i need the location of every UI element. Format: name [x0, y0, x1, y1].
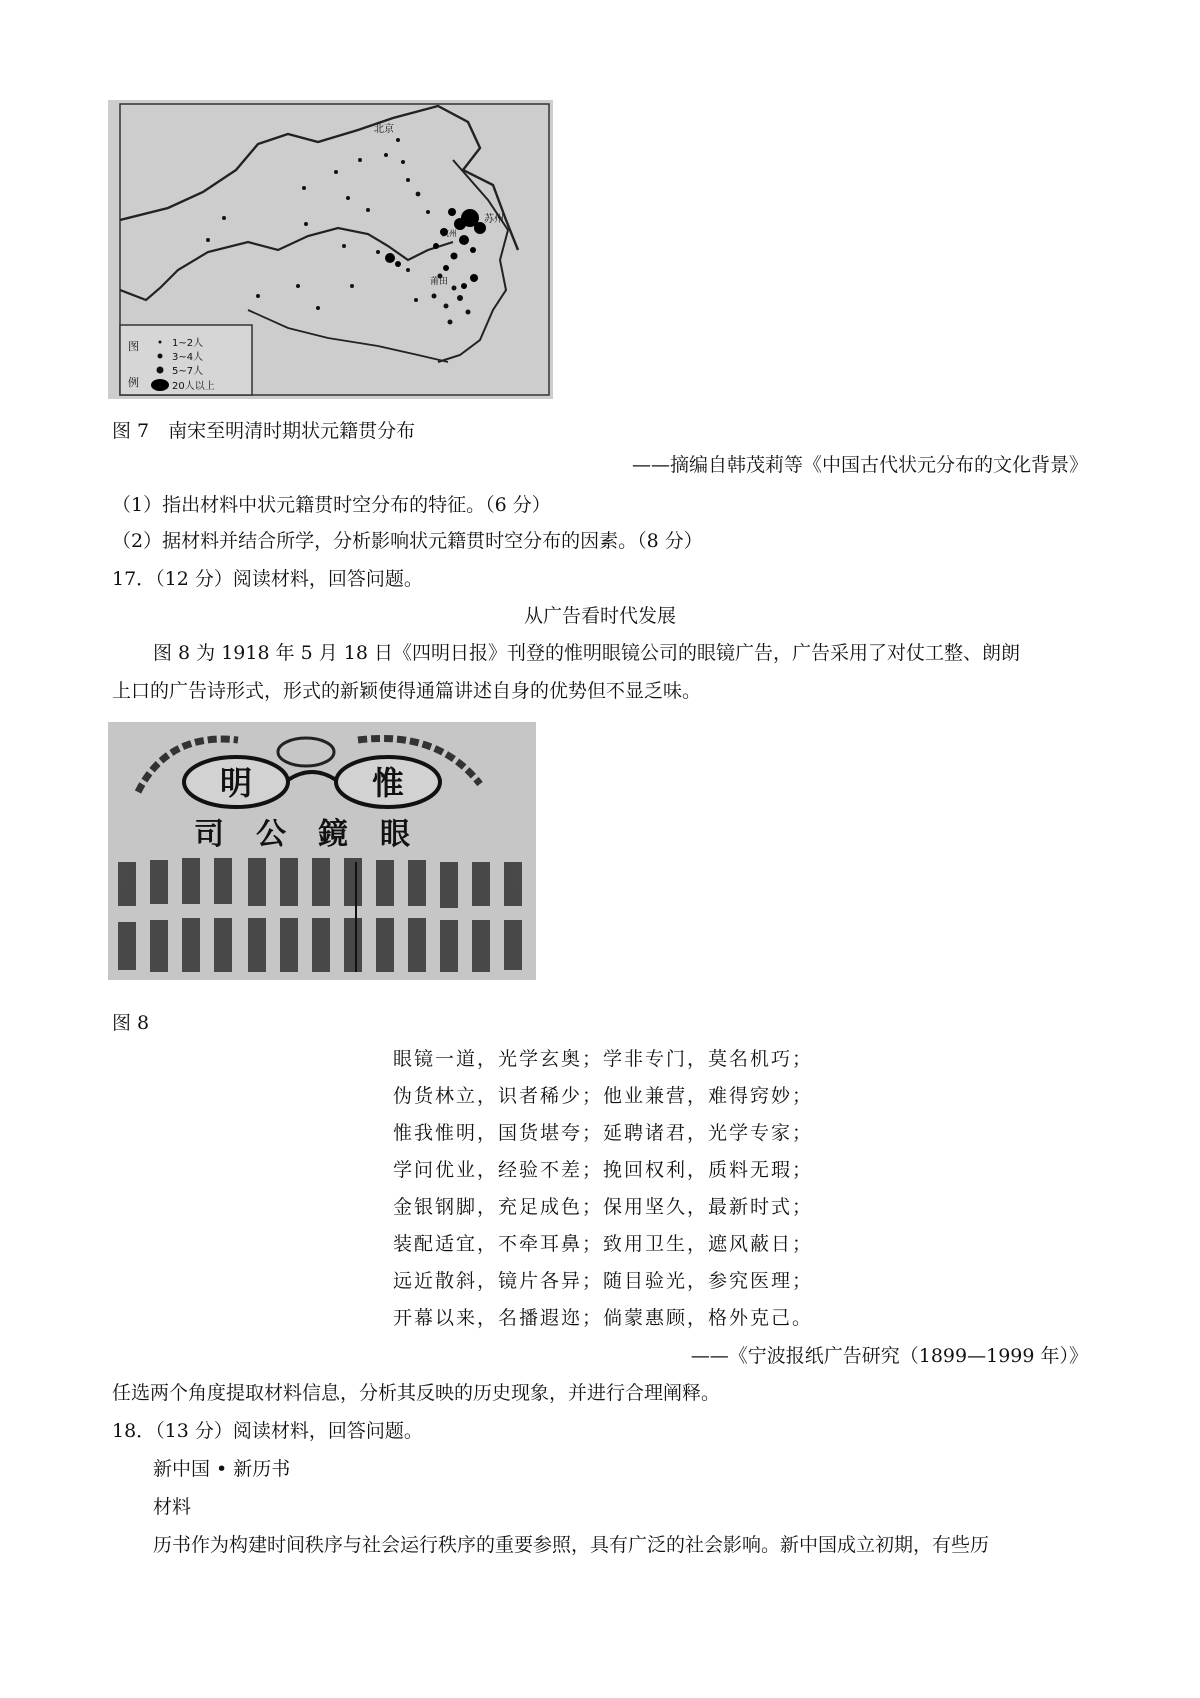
legend-title-bottom: 例 — [128, 376, 139, 389]
q16-sub1: （1）指出材料中状元籍贯时空分布的特征。（6 分） — [112, 494, 551, 516]
glasses-advertisement — [108, 722, 536, 980]
q16-sub2: （2）据材料并结合所学，分析影响状元籍贯时空分布的因素。（8 分） — [112, 530, 703, 552]
q18-material-label: 材料 — [153, 1496, 192, 1518]
q18-header: 18．（13 分）阅读材料，回答问题。 — [112, 1420, 423, 1442]
poem-line-7: 远近散斜，镜片各异；随目验光，参究医理； — [393, 1270, 814, 1292]
figure-7-source: ——摘编自韩茂莉等《中国古代状元分布的文化背景》 — [631, 454, 1088, 476]
q17-paragraph-line1: 图 8 为 1918 年 5 月 18 日《四明日报》刊登的惟明眼镜公司的眼镜广告，广告采用了对仗工整、朗朗 — [153, 642, 1021, 664]
q18-paragraph-line1: 历书作为构建时间秩序与社会运行秩序的重要参照，具有广泛的社会影响。新中国成立初期，有些历 — [153, 1534, 990, 1556]
legend-title-top: 图 — [128, 340, 139, 353]
ad-bottom-title: 司公鏡眼 — [194, 817, 442, 852]
figure-7-map — [108, 100, 553, 399]
zhuangyuan-distribution-map — [108, 100, 553, 399]
q17-question: 任选两个角度提取材料信息，分析其反映的历史现象，并进行合理阐释。 — [112, 1382, 721, 1404]
poem-line-3: 惟我惟明，国货堪夸；延聘诸君，光学专家； — [393, 1122, 814, 1144]
figure-7-caption: 图 7 南宋至明清时期状元籍贯分布 — [112, 420, 416, 442]
q17-title: 从广告看时代发展 — [523, 605, 676, 627]
ad-char-ming: 明 — [219, 764, 253, 802]
poem-line-6: 装配适宜，不牵耳鼻；致用卫生，遮风蔽日； — [393, 1233, 814, 1255]
q17-header: 17．（12 分）阅读材料，回答问题。 — [112, 568, 423, 590]
poem-line-5: 金银钢脚，充足成色；保用坚久，最新时式； — [393, 1196, 814, 1218]
ad-char-wei: 惟 — [371, 764, 405, 802]
q18-subtitle: 新中国 • 新历书 — [153, 1458, 291, 1480]
poem-line-8: 开幕以来，名播遐迩；倘蒙惠顾，格外克己。 — [393, 1307, 814, 1329]
label-putian: 莆田 — [430, 277, 449, 287]
legend-item-1: 1~2人 — [172, 338, 204, 349]
poem-line-1: 眼镜一道，光学玄奥；学非专门，莫名机巧； — [393, 1048, 814, 1070]
poem-line-4: 学问优业，经验不差；挽回权利，质料无瑕； — [393, 1159, 814, 1181]
label-beijing: 北京 — [374, 124, 394, 135]
legend-item-3: 5~7人 — [172, 366, 204, 377]
q17-source: ——《宁波报纸广告研究（1899—1999 年）》 — [690, 1345, 1088, 1367]
legend-item-4: 20人以上 — [172, 381, 215, 392]
q17-paragraph-line2: 上口的广告诗形式，形式的新颖使得通篇讲述自身的优势但不显乏味。 — [112, 680, 702, 702]
legend-item-2: 3~4人 — [172, 352, 204, 363]
label-hangzhou: 杭州 — [441, 229, 457, 238]
figure-8-advertisement-image — [108, 722, 536, 980]
figure-8-caption: 图 8 — [112, 1012, 150, 1034]
label-suzhou: 苏州 — [484, 214, 504, 225]
poem-line-2: 伪货林立，识者稀少；他业兼营，难得窍妙； — [393, 1085, 814, 1107]
